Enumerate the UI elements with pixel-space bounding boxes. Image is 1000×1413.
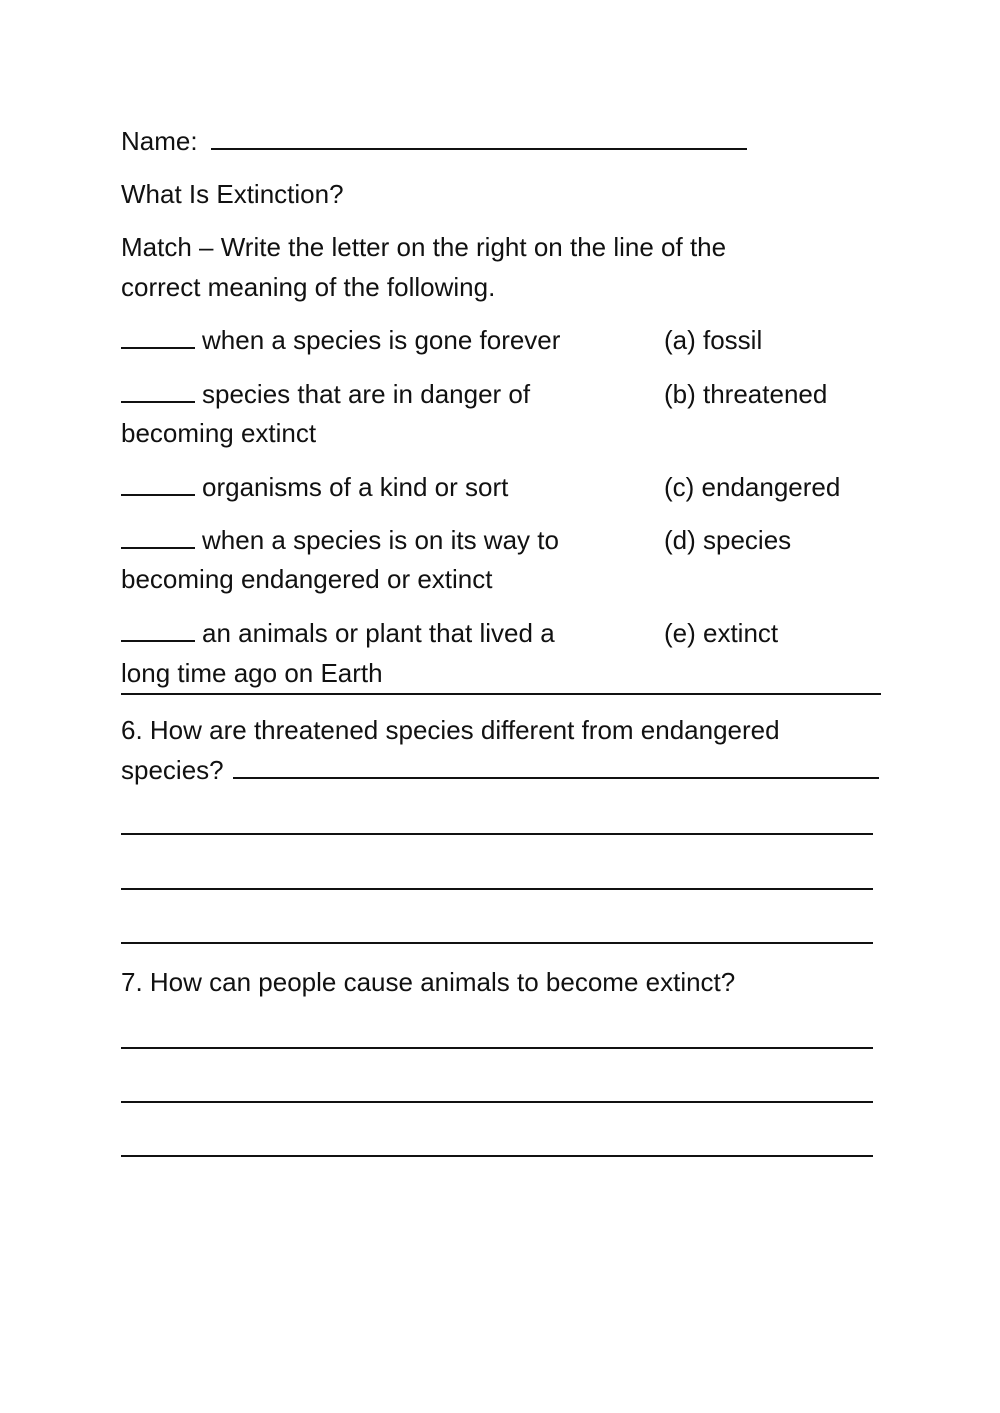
match-definition-4: when a species is on its way to bbox=[202, 525, 559, 555]
answer-line-7-2[interactable] bbox=[121, 1101, 873, 1103]
answer-blank-5[interactable] bbox=[121, 639, 195, 642]
page-title: What Is Extinction? bbox=[121, 179, 344, 209]
answer-blank-2[interactable] bbox=[121, 400, 195, 403]
match-option-a: (a) fossil bbox=[664, 325, 763, 355]
match-item-2 bbox=[121, 381, 530, 407]
name-field[interactable] bbox=[211, 147, 747, 150]
match-option-d: (d) species bbox=[664, 525, 792, 555]
answer-line-7-3[interactable] bbox=[121, 1155, 873, 1157]
answer-line-6-4[interactable] bbox=[121, 942, 873, 944]
answer-line-7-1[interactable] bbox=[121, 1047, 873, 1049]
section-divider bbox=[121, 693, 881, 695]
question-6-label: species? bbox=[121, 755, 224, 785]
answer-blank-4[interactable] bbox=[121, 546, 195, 549]
question-7-line-1: 7. How can people cause animals to become extinct? bbox=[121, 967, 736, 997]
answer-line-6-1[interactable] bbox=[233, 776, 879, 779]
name-label: Name: bbox=[121, 126, 198, 156]
match-definition-2: species that are in danger of bbox=[202, 379, 531, 409]
match-option-b: (b) threatened bbox=[664, 379, 828, 409]
match-definition-5-cont: long time ago on Earth bbox=[121, 658, 383, 688]
match-definition-3: organisms of a kind or sort bbox=[202, 472, 509, 502]
match-item-4 bbox=[121, 527, 559, 553]
match-item-3 bbox=[121, 474, 508, 500]
instructions-line-1: Match – Write the letter on the right on the line of the bbox=[121, 232, 727, 262]
answer-blank-3[interactable] bbox=[121, 493, 195, 496]
question-6-line-1: 6. How are threatened species different from endangered bbox=[121, 715, 780, 745]
name-row bbox=[121, 128, 747, 154]
match-option-c: (c) endangered bbox=[664, 472, 841, 502]
match-definition-5: an animals or plant that lived a bbox=[202, 618, 555, 648]
match-definition-2-cont: becoming extinct bbox=[121, 418, 317, 448]
match-definition-1: when a species is gone forever bbox=[202, 325, 561, 355]
instructions-line-2: correct meaning of the following. bbox=[121, 272, 496, 302]
match-definition-4-cont: becoming endangered or extinct bbox=[121, 564, 493, 594]
match-item-5 bbox=[121, 620, 555, 646]
answer-line-6-3[interactable] bbox=[121, 888, 873, 890]
question-6-line-2 bbox=[121, 757, 879, 783]
match-item-1 bbox=[121, 327, 560, 353]
answer-blank-1[interactable] bbox=[121, 346, 195, 349]
answer-line-6-2[interactable] bbox=[121, 833, 873, 835]
match-option-e: (e) extinct bbox=[664, 618, 779, 648]
